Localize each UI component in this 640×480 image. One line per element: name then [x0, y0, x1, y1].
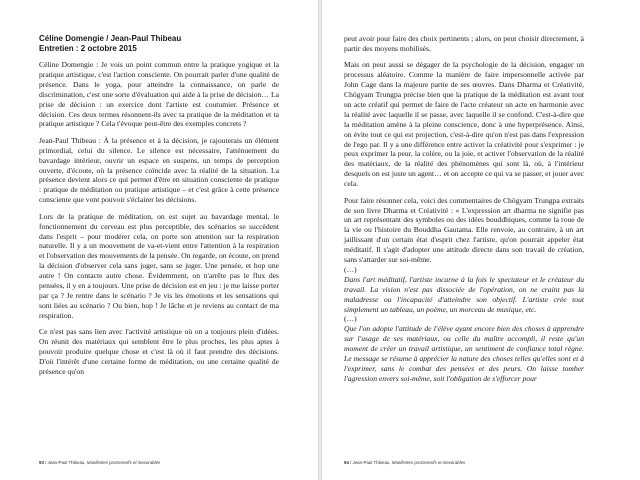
page-number: 94 — [344, 460, 349, 465]
book-title: Manifestes proGressifs et inexorables — [391, 460, 466, 465]
ellipsis: (…) — [344, 314, 357, 324]
book-title: Manifestes proGressifs et inexorables — [86, 460, 161, 465]
footer-author: / Jean-Paul Thibeau, — [43, 460, 87, 465]
paragraph: Mais on peut aussi se dégager de la psychologie de la décision, engager un processus aléatoire. Comme la manière de faire impersonnelle activée par John Cage dans la majeure partie de ses œuvres. Dans Dharma et Créativité, Chögyam Trungpa précise bien que la pratique de la méditation est avant tout un acte créatif qui permet de faire de l'acte créateur un acte en harmonie avec la réalité avec laquelle il se passe, avec laquelle il se confond. C'est-à-dire que la méditation amène à la pleine conscience, donc à une hyperprésence. Ainsi, on évite tout ce qui est projection, c'est-à-dire qu'on n'est pas dans l'expression de l'ego par. Il y a une différence entre activer la créativité pour s'exprimer : je peux exprimer la peur, la colère, ou la joie, et activer l'observation de la réalité des matériaux, de la réalité des phénomènes qui sont là, où, à l'intérieur desquels on est juste un agent… et on accepte ce qui va se passer, et jouer avec cela. — [344, 60, 584, 189]
left-text-column — [39, 34, 279, 383]
interview-authors: Céline Domengie / Jean-Paul Thibeau — [39, 34, 182, 43]
footer-author: / Jean-Paul Thibeau, — [348, 460, 392, 465]
paragraph: Jean-Paul Thibeau : À la présence et à la décision, je rajouterais un élément primordial, celui du silence. Le silence est nécessaire, l'atténuement du bavardage intérieur, ouvrir un espace en suspens, un temps de perception ouverte, d'écoute, où la présence coïncide avec la réalité de la situation. La présence devient alors ce qui permet d'être en situation consciente de pratique : pratique de méditation ou pratique artistique – et c'est grâce à cette présence consciente que vont pouvoir s'éclairer les décisions. — [39, 135, 279, 205]
right-text-column — [344, 34, 584, 384]
quote-paragraph: Dans l'art méditatif, l'artiste incarne à la fois le spectateur et le créateur du travail. La vision n'est pas dissociée de l'opération, on ne craint pas la maladresse ou l'incapacité d'atteindre son objectif. L'artiste crée tout simplement un tableau, un poème, un morceau de musique, etc. — [344, 274, 584, 314]
paragraph: Pour faire résonner cela, voici des commentaires de Chögyam Trungpa extraits de son livre Dharma et Créativité : « L'expression art dharma ne signifie pas un art représentant des symboles ou des idées bouddhiques, comme la roue de la vie ou l'histoire du Bouddha Gautama. Elle renvoie, au contraire, à un art jaillissant d'un certain état d'esprit chez l'artiste, qu'on pourrait appeler état méditatif. Il s'agit d'adopter une attitude directe dans son travail de création, sans s'attarder sur soi-même. — [344, 195, 584, 265]
page-footer — [39, 460, 160, 465]
right-page — [322, 0, 640, 480]
ellipsis: (…) — [344, 264, 357, 274]
paragraph: Céline Domengie : Je vois un point commun entre la pratique yogique et la pratique artistique, c'est l'action consciente. On pourrait parler d'une qualité de présence. Dans le yoga, pour atteindre la connaissance, on parle de discrimination, c'est une sorte d'évaluation qui aide à la prise de décision… La prise de décision : un exercice dont l'artiste est coutumier. Présence et décision. Ces deux termes résonnent-ils avec ta pratique de la méditation et ta pratique artistique ? Cela t'évoque peut-être des exemples concrets ? — [39, 60, 279, 129]
page-number: 93 — [39, 460, 44, 465]
left-page — [0, 0, 318, 480]
paragraph: Ce n'est pas sans lien avec l'activité artistique où on a toujours plein d'idées. On réunit des matériaux qui semblent être le plus proches, les plus aptes à pouvoir produire quelque chose et c'est là où il faut prendre des décisions. D'où l'intérêt d'une certaine forme de méditation, ou une certaine qualité de présence qu'on — [39, 327, 279, 376]
paragraph: Lors de la pratique de méditation, on est sujet au bavardage mental, le fonctionnement du cerveau est plus perceptible, des scénarios se succèdent dans l'esprit – pour modérer cela, on porte son attention sur la respiration naturelle. Il y a un mouvement de va-et-vient entre l'attention à la respiration et l'observation des mouvements de la pensée. On regarde, on écoute, on prend la décision d'observer cela sans juger, sans se juger. Une pensée, et hop une autre ! On contacte autre chose. Évidemment, on n'arrête pas le flux des pensées, il y en a toujours. Une prise de décision est en jeu : je me laisse porter par ça ? Je rentre dans le scénario ? Je vis les émotions et les sensations qui sont liées au scénario ? Ou bien, hop ! Je lâche et je reviens au contact de ma respiration. — [39, 211, 279, 320]
page-footer — [344, 460, 465, 465]
interview-date: Entretien : 2 octobre 2015 — [39, 44, 137, 53]
quote-paragraph: Que l'on adopte l'attitude de l'élève ayant encore bien des choses à apprendre sur l'usage de ses matériaux, ou celle du maître accompli, il reste qu'un moment de créer un travail artistique, un sentiment de confiance total règne. Le message se résume à apprécier la nature des choses telles qu'elles sont et à l'exprimer, sans le combat des pensées et des peurs. On laisse tomber l'agression envers soi-même, soit l'obligation de s'efforcer pour — [344, 324, 584, 383]
paragraph: peut avoir pour faire des choix pertinents ; alors, on peut choisir directement, à partir des moyens mobilisés. — [344, 34, 584, 53]
